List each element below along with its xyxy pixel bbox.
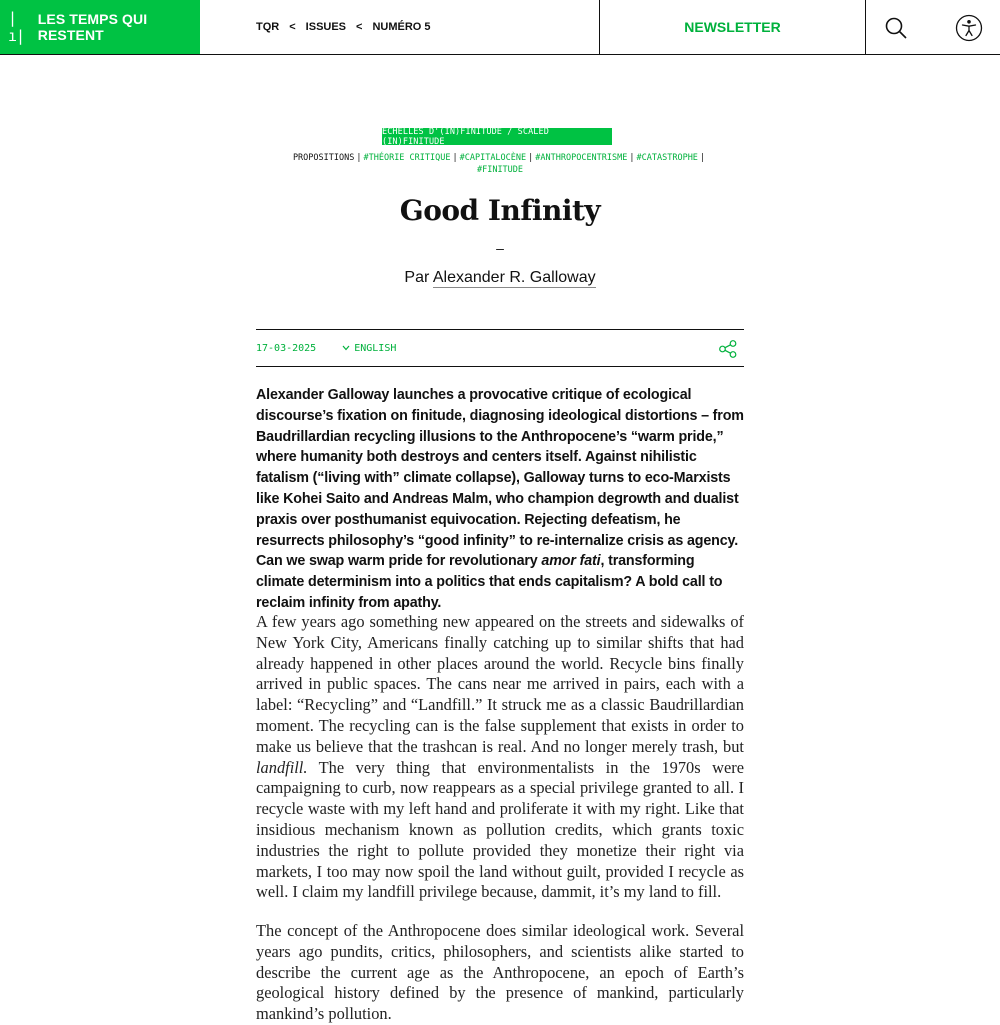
share-icon <box>718 339 738 359</box>
tag-link[interactable]: #CATASTROPHE <box>636 153 698 163</box>
brand-home-link[interactable] <box>0 0 200 54</box>
language-selector[interactable] <box>342 343 396 354</box>
chevron-down-icon <box>342 345 350 351</box>
search-button[interactable] <box>880 12 912 44</box>
body-paragraph <box>256 612 744 903</box>
breadcrumb-item-issues[interactable]: ISSUES <box>305 21 347 33</box>
accessibility-button[interactable] <box>953 12 985 44</box>
newsletter-button[interactable]: NEWSLETTER <box>599 0 866 54</box>
byline-prefix: Par <box>404 269 430 286</box>
article-meta-bar <box>256 329 744 367</box>
tag-link[interactable]: #FINITUDE <box>476 165 524 175</box>
tag-divider: | <box>699 153 706 163</box>
paragraph-text: A few years ago something new appeared on the streets and sidewalks of New York City, Americans finally catching up to similar shifts that had already happened in other places around the world. Recycle bins finally arrived in public spaces. The cans near me arrived in pairs, each with a label: “Recycling” and “Landfill.” It struck me as a classic Baudrillardian moment. The recycling can is the false supplement that exists in order to make us believe that the trashcan is real. And no longer merely trash, but <box>256 612 744 756</box>
body-paragraph: The concept of the Anthropocene does similar ideological work. Several years ago pundits, critics, philosophers, and scientists alike started to describe the current age as the Anthropocene, an epoch of Earth’s geological history defined by the presence of mankind, particularly mankind’s pollution. <box>256 921 744 1024</box>
brand-title: LES TEMPS QUI RESTENT <box>37 11 148 43</box>
category-badge[interactable]: ÉCHELLES D'(IN)FINITUDE / SCALED (IN)FINITUDE <box>382 128 612 145</box>
brand-logo-icon: |ı| <box>8 9 25 45</box>
top-bar <box>0 0 1000 55</box>
breadcrumb-item-issue[interactable]: NUMÉRO 5 <box>372 21 431 33</box>
summary-text: , transforming climate determinism into a politics that ends capitalism? A bold call to reclaim infinity from apathy. <box>256 553 723 611</box>
title-dash: – <box>496 240 504 256</box>
summary-italic: amor fati <box>541 553 601 570</box>
paragraph-italic: landfill. <box>256 757 308 777</box>
breadcrumb-separator: < <box>356 21 363 33</box>
tag-divider: | <box>356 153 362 163</box>
accessibility-icon <box>955 14 983 42</box>
publish-date: 17-03-2025 <box>256 342 317 354</box>
rubric-link[interactable]: PROPOSITIONS <box>292 153 355 163</box>
breadcrumb-separator: < <box>289 21 296 33</box>
tag-link[interactable]: #THÉORIE CRITIQUE <box>363 153 451 163</box>
tag-link[interactable]: #CAPITALOCÈNE <box>459 153 527 163</box>
tag-link[interactable]: #ANTHROPOCENTRISME <box>535 153 628 163</box>
search-icon <box>884 16 908 40</box>
summary-text: Alexander Galloway launches a provocative critique of ecological discourse’s fixation on finitude, diagnosing ideological distortions – from Baudrillardian recycling illusions to the Anthropocene’s “warm pride,” where humanity both destroys and centers itself. Against nihilistic fatalism (“living with” climate collapse), Galloway turns to eco-Marxists like Kohei Saito and Andreas Malm, who champion degrowth and dualist praxis over posthumanist equivocation. Rejecting defeatism, he resurrects philosophy’s “good infinity” to re-internalize crisis as agency. Can we swap warm pride for revolutionary <box>256 387 744 570</box>
share-button[interactable] <box>718 339 738 359</box>
author-link[interactable]: Alexander R. Galloway <box>432 269 596 286</box>
breadcrumb-item-tqr[interactable]: TQR <box>256 21 280 33</box>
tag-list <box>256 152 744 176</box>
paragraph-text: The very thing that environmentalists in the 1970s were campaigning to curb, now reappears as a special privilege granted to all. I recycle waste with my left hand and proliferate it with my right. Like that insidious mechanism known as pollution credits, which grants toxic industries the right to pollute provided they monetize their right via markets, I too may now spoil the land without guilt, provided I recycle as well. I claim my landfill privilege because, dammit, it’s my land to fill. <box>256 757 744 902</box>
tag-divider: | <box>629 153 635 163</box>
breadcrumb <box>256 0 431 54</box>
article-summary <box>256 385 744 614</box>
language-label: ENGLISH <box>354 342 397 354</box>
article-title: Good Infinity <box>399 194 601 227</box>
byline <box>256 269 744 287</box>
tag-divider: | <box>452 153 458 163</box>
tag-divider: | <box>528 153 534 163</box>
